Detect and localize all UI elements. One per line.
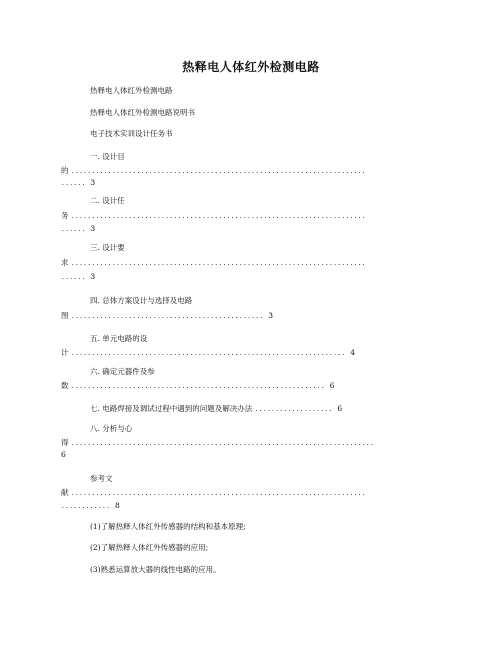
objective-line: (3)熟悉运算放大器的线性电路的应用。 (90, 565, 221, 574)
toc-item-page-line: ...... 3 (61, 224, 96, 233)
toc-item-label: 三. 设计要 (90, 243, 125, 252)
toc-item-continuation: 务 ........................................................................ (61, 211, 366, 220)
toc-item-label: 参考文 (90, 474, 113, 483)
toc-item-page-line: ...... 3 (61, 178, 96, 187)
toc-item-label: 四. 总体方案设计与选择及电路 (90, 296, 193, 305)
toc-item-label: 八. 分析与心 (90, 424, 133, 433)
toc-page-number: 4 (350, 348, 355, 357)
toc-page-number: 3 (90, 272, 96, 281)
toc-item-label: 七. 电路焊接及调试过程中遇到的问题及解决办法 ................... 6 (90, 404, 343, 413)
toc-item-continuation: 图 ............................................... 3 (61, 311, 274, 320)
toc-page-number: 3 (268, 311, 274, 320)
toc-item-label: 五. 单元电路的设 (90, 334, 148, 343)
objective-line: (2)了解热释人体红外传感器的应用; (90, 543, 209, 552)
objective-line: (1)了解热释人体红外传感器的结构和基本原理; (90, 522, 246, 531)
toc-item-continuation: 的 ........................................................................ (61, 166, 366, 175)
toc-item-page-line (61, 450, 66, 460)
toc-item-continuation: 献 ........................................................................ (61, 488, 366, 497)
toc-item-continuation: 得 .......................................................................... (61, 438, 375, 447)
toc-item-page-line: ............ 8 (61, 501, 120, 510)
toc-page-number: 8 (114, 501, 120, 510)
toc-item-continuation: 求 ........................................................................ (61, 258, 366, 267)
toc-item-continuation: 计 ................................................................... 4 (61, 348, 355, 357)
toc-page-number: 3 (90, 178, 96, 187)
intro-line: 热释电人体红外检测电路 (90, 86, 173, 95)
toc-item-label: 二. 设计任 (90, 196, 125, 205)
toc-item-label: 六. 确定元器件及参 (90, 367, 155, 376)
toc-item-page-line: ...... 3 (61, 272, 96, 281)
toc-page-number: 3 (90, 224, 96, 233)
intro-line: 热释电人体红外检测电路说明书 (90, 108, 195, 117)
toc-page-number: 6 (337, 404, 343, 413)
intro-line: 电子技术实训设计任务书 (90, 129, 173, 138)
document-title: 热释电人体红外检测电路 (182, 60, 320, 74)
toc-item-label: 一. 设计目 (90, 152, 125, 161)
toc-item-continuation: 数 .............................................................. 6 (61, 381, 335, 390)
toc-page-number: 6 (61, 450, 66, 459)
toc-page-number: 6 (329, 381, 335, 390)
